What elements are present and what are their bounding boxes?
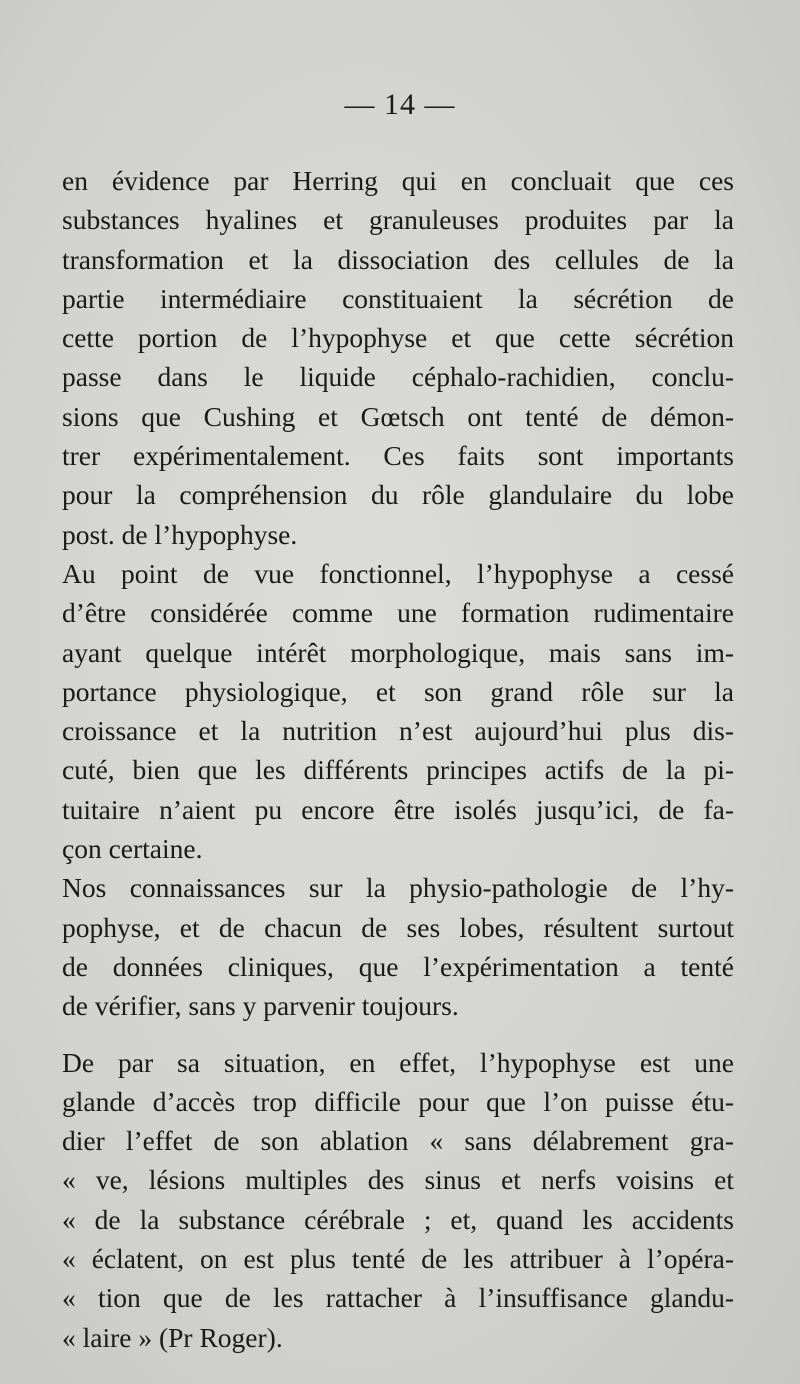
paragraph-3 <box>62 868 734 1025</box>
text-line: pour la compréhension du rôle glandulaire du lobe <box>62 479 734 511</box>
paragraph-gap <box>62 1026 734 1043</box>
body-text <box>62 161 734 1357</box>
text-line: d’être considérée comme une formation rudimentaire <box>62 597 734 629</box>
text-line: « ve, lésions multiples des sinus et nerfs voisins et <box>62 1164 734 1196</box>
text-line: tuitaire n’aient pu encore être isolés jusqu’ici, de fa- <box>62 793 734 825</box>
text-line: de données cliniques, que l’expérimentation a tenté <box>62 950 734 982</box>
text-line: « de la substance cérébrale ; et, quand les accidents <box>62 1203 734 1235</box>
text-line: « laire » (Pr Roger). <box>62 1321 283 1353</box>
text-line: substances hyalines et granuleuses produites par la <box>62 204 734 236</box>
page-number: — 14 — <box>344 88 456 121</box>
text-line: « tion que de les rattacher à l’insuffisance glandu- <box>62 1282 734 1314</box>
text-line: de vérifier, sans y parvenir toujours. <box>62 990 459 1022</box>
text-line: « éclatent, on est plus tenté de les attribuer à l’opéra- <box>62 1243 734 1275</box>
text-line: trer expérimentalement. Ces faits sont importants <box>62 440 734 472</box>
text-line: De par sa situation, en effet, l’hypophyse est une <box>62 1046 734 1078</box>
text-line: dier l’effet de son ablation « sans délabrement gra- <box>62 1125 734 1157</box>
paragraph-1 <box>62 161 734 554</box>
text-line: portance physiologique, et son grand rôle sur la <box>62 675 734 707</box>
text-line: croissance et la nutrition n’est aujourd’hui plus dis- <box>62 715 734 747</box>
text-line: post. de l’hypophyse. <box>62 518 298 550</box>
text-line: passe dans le liquide céphalo-rachidien, conclu- <box>62 361 734 393</box>
text-line: çon certaine. <box>62 833 203 865</box>
text-line: ayant quelque intérêt morphologique, mais sans im- <box>62 636 734 668</box>
text-line: transformation et la dissociation des cellules de la <box>62 243 734 275</box>
text-line: sions que Cushing et Gœtsch ont tenté de démon- <box>62 400 734 432</box>
text-line: Nos connaissances sur la physio-pathologie de l’hy- <box>62 872 734 904</box>
text-line: Au point de vue fonctionnel, l’hypophyse a cessé <box>62 557 734 589</box>
text-line: cuté, bien que les différents principes actifs de la pi- <box>62 754 734 786</box>
paragraph-4 <box>62 1043 734 1357</box>
paragraph-2 <box>62 554 734 868</box>
text-line: en évidence par Herring qui en concluait que ces <box>62 165 734 196</box>
text-line: glande d’accès trop difficile pour que l’on puisse étu- <box>62 1085 734 1117</box>
text-line: pophyse, et de chacun de ses lobes, résultent surtout <box>62 911 734 943</box>
text-line: cette portion de l’hypophyse et que cette sécrétion <box>62 322 734 354</box>
text-line: partie intermédiaire constituaient la sécrétion de <box>62 282 734 314</box>
